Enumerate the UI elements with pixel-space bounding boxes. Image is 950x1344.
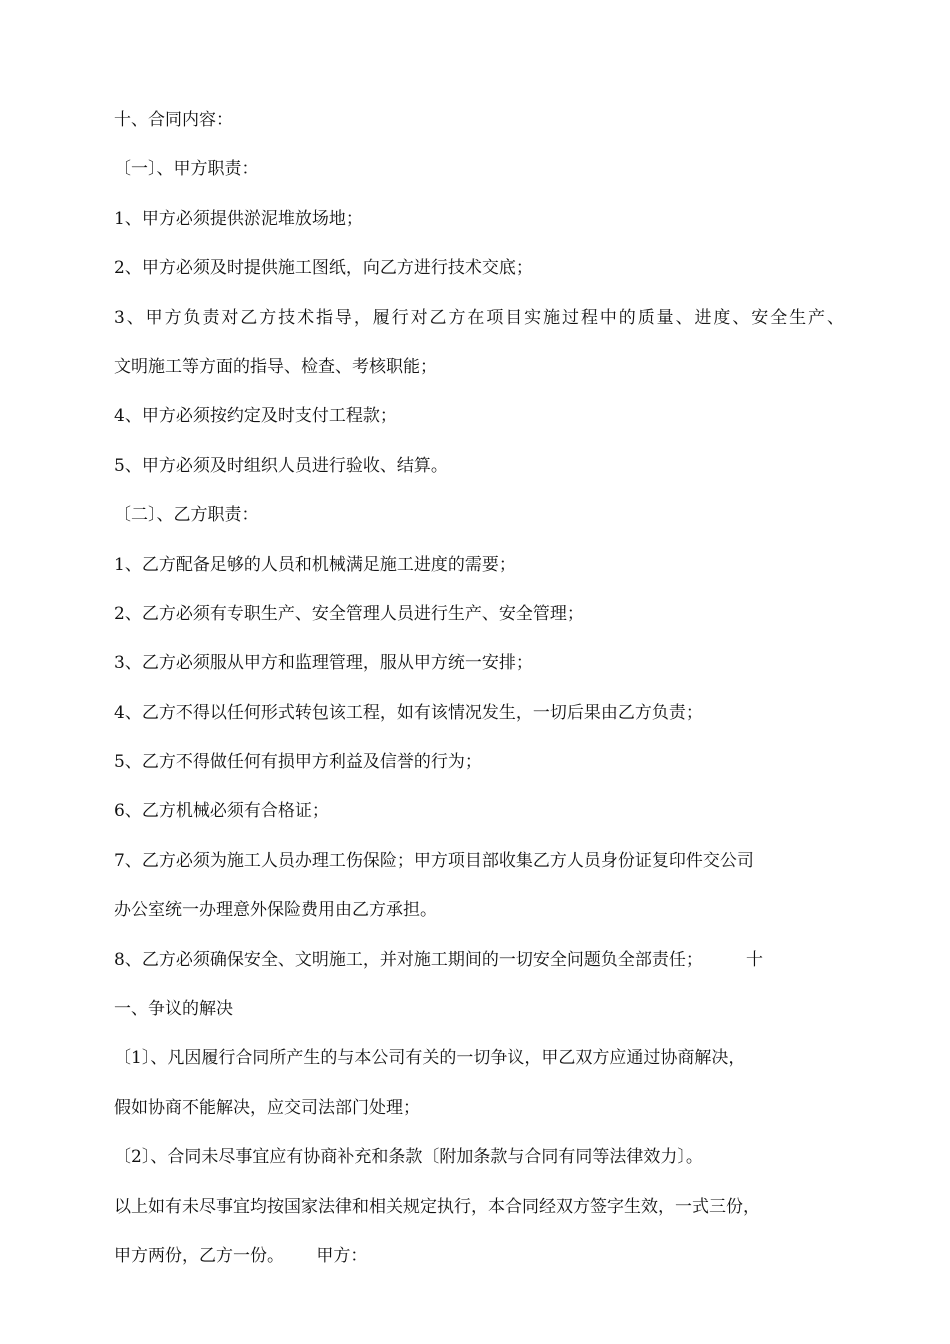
party-a-clause-5: 5、甲方必须及时组织人员进行验收、结算。 xyxy=(114,455,448,476)
party-b-clause-8: 8、乙方必须确保安全、文明施工，并对施工期间的一切安全问题负全部责任； 十 xyxy=(114,949,764,970)
closing-statement: 以上如有未尽事宜均按国家法律和相关规定执行，本合同经双方签字生效，一式三份， xyxy=(114,1196,760,1217)
party-a-clause-2: 2、甲方必须及时提供施工图纸，向乙方进行技术交底； xyxy=(114,258,533,279)
subsection-heading-party-a: 〔一〕、甲方职责： xyxy=(114,159,259,180)
party-a-clause-3: 3、甲方负责对乙方技术指导，履行对乙方在项目实施过程中的质量、进度、安全生产、 xyxy=(114,307,844,328)
party-b-clause-1: 1、乙方配备足够的人员和机械满足施工进度的需要； xyxy=(114,554,516,575)
party-b-clause-6: 6、乙方机械必须有合格证； xyxy=(114,801,329,822)
closing-statement-cont: 甲方两份，乙方一份。 甲方： xyxy=(114,1245,368,1266)
dispute-clause-1: 〔1〕、凡因履行合同所产生的与本公司有关的一切争议，甲乙双方应通过协商解决， xyxy=(114,1048,746,1069)
dispute-clause-2: 〔2〕、合同未尽事宜应有协商补充和条款〔附加条款与合同有同等法律效力〕。 xyxy=(114,1147,703,1168)
party-b-clause-5: 5、乙方不得做任何有损甲方利益及信誉的行为； xyxy=(114,752,482,773)
party-b-clause-7-cont: 办公室统一办理意外保险费用由乙方承担。 xyxy=(114,900,437,921)
party-a-clause-3-cont: 文明施工等方面的指导、检查、考核职能； xyxy=(114,356,437,377)
party-b-clause-2: 2、乙方必须有专职生产、安全管理人员进行生产、安全管理； xyxy=(114,603,584,624)
party-a-clause-1: 1、甲方必须提供淤泥堆放场地； xyxy=(114,208,363,229)
subsection-heading-party-b: 〔二〕、乙方职责： xyxy=(114,505,259,526)
dispute-clause-1-cont: 假如协商不能解决，应交司法部门处理； xyxy=(114,1097,420,1118)
section-heading-dispute: 一、争议的解决 xyxy=(114,999,233,1020)
party-b-clause-4: 4、乙方不得以任何形式转包该工程，如有该情况发生，一切后果由乙方负责； xyxy=(114,702,703,723)
party-a-clause-4: 4、甲方必须按约定及时支付工程款； xyxy=(114,406,397,427)
party-b-clause-7: 7、乙方必须为施工人员办理工伤保险；甲方项目部收集乙方人员身份证复印件交公司 xyxy=(114,850,754,871)
party-b-clause-3: 3、乙方必须服从甲方和监理管理，服从甲方统一安排； xyxy=(114,653,533,674)
section-heading-contract-content: 十、合同内容： xyxy=(114,110,233,130)
contract-text xyxy=(114,96,844,1281)
